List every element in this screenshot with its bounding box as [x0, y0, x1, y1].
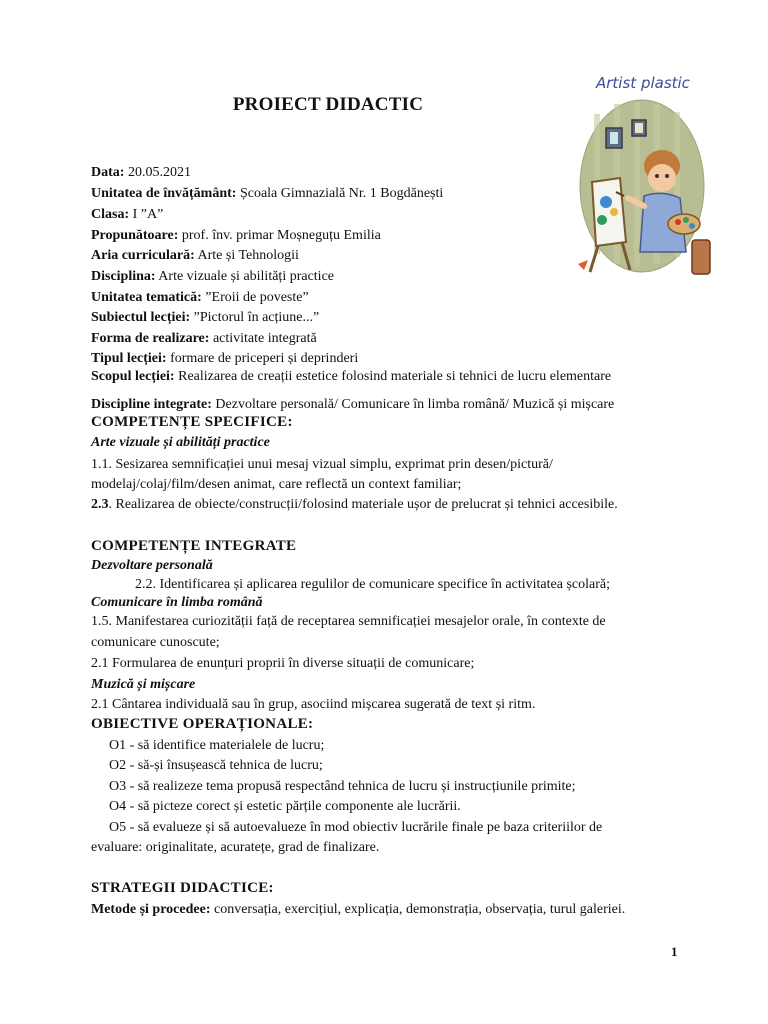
- info-label: Subiectul lecției:: [91, 310, 191, 325]
- romanian-communication-title: Comunicare în limba română: [91, 595, 263, 610]
- info-value: Arte și Tehnologii: [194, 248, 299, 263]
- objectives-heading: OBIECTIVE OPERAȚIONALE:: [91, 716, 314, 732]
- info-value: activitate integrată: [209, 331, 317, 346]
- objective-o5-line2: evaluare: originalitate, acuratețe, grad de finalizare.: [91, 840, 380, 855]
- competence-number: 2.3: [91, 497, 109, 512]
- info-form: [91, 330, 317, 348]
- info-label: Discipline integrate:: [91, 397, 212, 412]
- methods-line: [91, 901, 625, 919]
- info-school: [91, 185, 443, 203]
- info-discipline: [91, 268, 334, 286]
- info-lesson-goal: [91, 368, 611, 386]
- personal-development-item: 2.2. Identificarea și aplicarea regulilor de comunicare specifice în activitatea școlară;: [135, 577, 610, 592]
- personal-development-title: Dezvoltare personală: [91, 558, 213, 573]
- painter-illustration-icon: [574, 74, 724, 284]
- painter-illustration: [574, 74, 724, 284]
- info-date: [91, 164, 191, 182]
- info-thematic-unit: [91, 289, 309, 307]
- romanian-communication-item-1-line1: 1.5. Manifestarea curiozității față de receptarea semnificației mesajelor orale, în contexte de: [91, 614, 606, 629]
- info-label: Tipul lecției:: [91, 351, 167, 366]
- info-lesson-subject: [91, 309, 319, 327]
- objective-o2: O2 - să-și însușească tehnica de lucru;: [109, 758, 323, 773]
- specific-competence-1-1-line1: 1.1. Sesizarea semnificației unui mesaj vizual simplu, exprimat prin desen/pictură/: [91, 457, 553, 472]
- methods-value: conversația, exercițiul, explicația, demonstrația, observația, turul galeriei.: [210, 902, 626, 917]
- info-label: Scopul lecției:: [91, 369, 175, 384]
- info-value: 20.05.2021: [124, 165, 191, 180]
- info-value: Școala Gimnazială Nr. 1 Bogdănești: [236, 186, 444, 201]
- integrated-competences-heading: COMPETENȚE INTEGRATE: [91, 538, 297, 554]
- info-label: Propunătoare:: [91, 228, 179, 243]
- info-value: Arte vizuale și abilități practice: [155, 269, 335, 284]
- info-label: Aria curriculară:: [91, 248, 195, 263]
- info-label: Clasa:: [91, 207, 130, 222]
- competence-text: . Realizarea de obiecte/construcții/folosind materiale ușor de prelucrat și tehnici accesibile.: [108, 497, 618, 512]
- info-curricular-area: [91, 247, 299, 265]
- objective-o1: O1 - să identifice materialele de lucru;: [109, 738, 325, 753]
- illustration-caption: Artist plastic: [596, 74, 690, 92]
- objective-o5-line1: O5 - să evalueze și să autoevalueze în mod obiectiv lucrările finale pe baza criteriilor de: [109, 820, 603, 835]
- objective-o4: O4 - să picteze corect și estetic părțile componente ale lucrării.: [109, 799, 461, 814]
- info-label: Unitatea tematică:: [91, 290, 202, 305]
- info-value: I ”A”: [129, 207, 164, 222]
- romanian-communication-item-2: 2.1 Formularea de enunțuri proprii în diverse situații de comunicare;: [91, 656, 475, 671]
- info-label: Forma de realizare:: [91, 331, 210, 346]
- info-value: Realizarea de creații estetice folosind materiale si tehnici de lucru elementare: [174, 369, 612, 384]
- specific-competence-1-1-line2: modelaj/colaj/film/desen animat, care reflectă un context familiar;: [91, 477, 462, 492]
- objective-o3: O3 - să realizeze tema propusă respectând tehnica de lucru și instrucțiunile primite;: [109, 779, 576, 794]
- methods-label: Metode și procedee:: [91, 902, 211, 917]
- info-value: ”Eroii de poveste”: [201, 290, 309, 305]
- specific-competences-subject: Arte vizuale și abilități practice: [91, 435, 270, 450]
- document-title: PROIECT DIDACTIC: [232, 94, 424, 115]
- info-label: Unitatea de învățământ:: [91, 186, 237, 201]
- page-number: 1: [671, 944, 678, 959]
- info-lesson-type: [91, 350, 358, 368]
- music-movement-item: 2.1 Cântarea individuală sau în grup, asociind mișcarea sugerată de text și ritm.: [91, 697, 536, 712]
- info-teacher: [91, 227, 381, 245]
- music-movement-title: Muzică și mișcare: [91, 677, 196, 692]
- romanian-communication-item-1-line2: comunicare cunoscute;: [91, 635, 220, 650]
- specific-competence-2-3: [91, 496, 618, 514]
- specific-competences-heading: COMPETENȚE SPECIFICE:: [91, 414, 293, 430]
- info-integrated-disciplines: [91, 396, 614, 414]
- info-class: [91, 206, 163, 224]
- info-value: prof. înv. primar Moșneguțu Emilia: [178, 228, 381, 243]
- info-label: Disciplina:: [91, 269, 156, 284]
- info-label: Data:: [91, 165, 125, 180]
- info-value: Dezvoltare personală/ Comunicare în limba română/ Muzică și mișcare: [211, 397, 615, 412]
- strategies-heading: STRATEGII DIDACTICE:: [91, 880, 274, 896]
- info-value: ”Pictorul în acțiune...”: [190, 310, 320, 325]
- info-value: formare de priceperi și deprinderi: [166, 351, 359, 366]
